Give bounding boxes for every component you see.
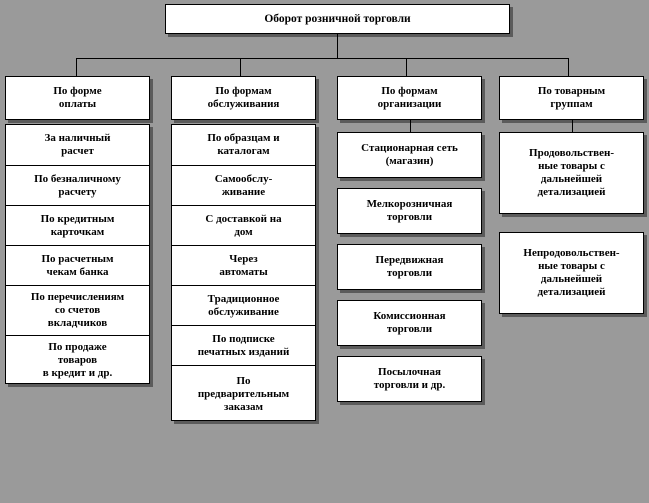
column-items-1: [171, 124, 316, 421]
item-0-2: По кредитным карточкам: [6, 205, 149, 245]
item-1-0: По образцам и каталогам: [207, 132, 280, 157]
item-0-0: За наличный расчет: [44, 132, 111, 157]
column-header-1: По формам обслуживания: [171, 76, 316, 120]
item-1-6: По предварительным заказам: [172, 365, 315, 422]
column-header-2: По формам организации: [337, 76, 482, 120]
item-2-0: Стационарная сеть (магазин): [337, 132, 482, 178]
connector-drop-1: [240, 58, 241, 76]
column-header-3: По товарным группам: [499, 76, 644, 120]
connector-stem: [337, 34, 338, 58]
connector-drop-3: [568, 58, 569, 76]
column-spine-3: [572, 120, 573, 132]
item-0-1: По безналичному расчету: [6, 165, 149, 205]
item-1-3: Через автоматы: [172, 245, 315, 285]
item-1-5: По подписке печатных изданий: [172, 325, 315, 365]
item-2-2: Передвижная торговли: [337, 244, 482, 290]
column-header-0: По форме оплаты: [5, 76, 150, 120]
connector-drop-0: [76, 58, 77, 76]
item-2-4: Посылочная торговли и др.: [337, 356, 482, 402]
connector-drop-2: [406, 58, 407, 76]
item-3-0: Продовольствен- ные товары с дальнейшей детализацией: [499, 132, 644, 214]
item-2-1: Мелкорозничная торговли: [337, 188, 482, 234]
item-0-4: По перечислениям со счетов вкладчиков: [6, 285, 149, 335]
column-spine-2: [410, 120, 411, 132]
item-1-4: Традиционное обслуживание: [172, 285, 315, 325]
chart-title-node: Оборот розничной торговли: [165, 4, 510, 34]
item-2-3: Комиссионная торговли: [337, 300, 482, 346]
item-3-1: Непродовольствен- ные товары с дальнейшей детализацией: [499, 232, 644, 314]
connector-bus: [76, 58, 568, 59]
item-1-1: Самообслу- живание: [172, 165, 315, 205]
column-items-0: [5, 124, 150, 384]
item-0-3: По расчетным чекам банка: [6, 245, 149, 285]
item-0-5: По продаже товаров в кредит и др.: [6, 335, 149, 385]
item-1-2: С доставкой на дом: [172, 205, 315, 245]
